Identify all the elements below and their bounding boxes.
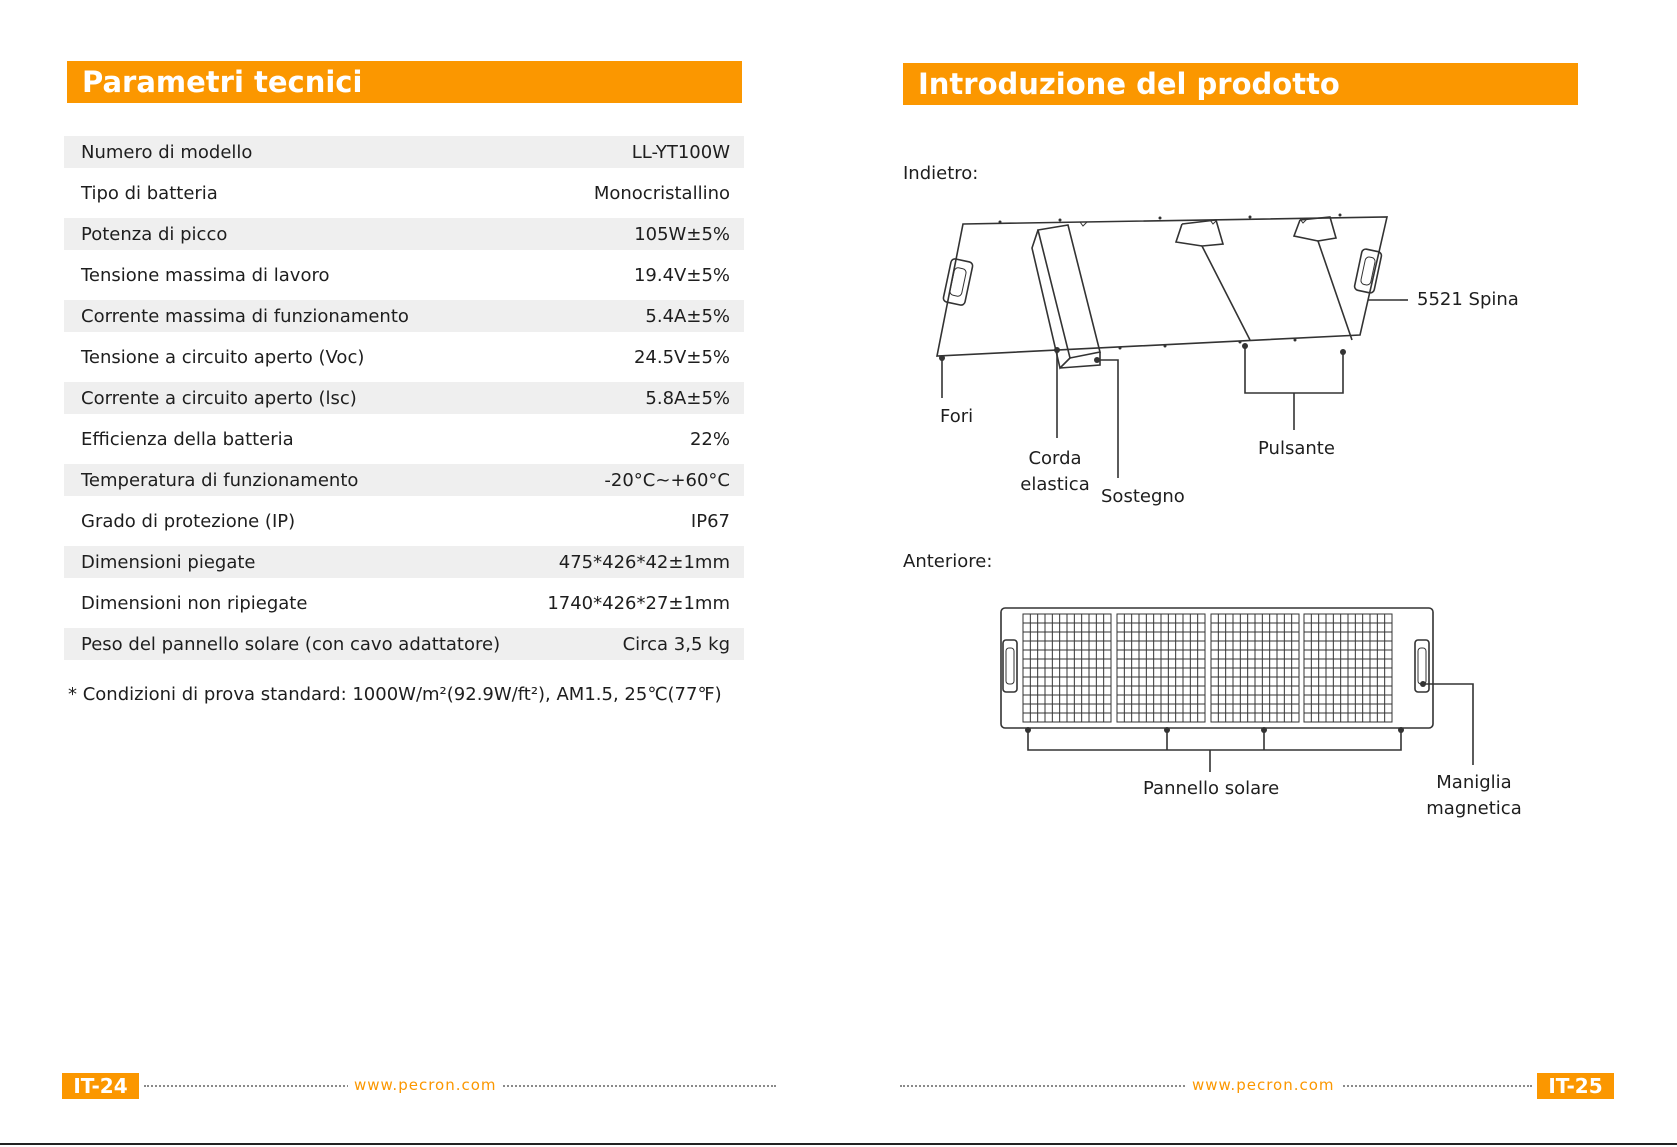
spec-label: Tensione massima di lavoro [64,250,525,300]
spec-value: 19.4V±5% [525,250,744,300]
spec-value: 22% [525,414,744,464]
left-page-title: Parametri tecnici [67,61,742,103]
spec-table-body [64,136,744,660]
table-row [64,136,744,168]
table-row [64,382,744,414]
test-conditions-note: * Condizioni di prova standard: 1000W/m²(92.9W/ft²), AM1.5, 25℃(77℉) [68,684,722,705]
spec-table [64,136,744,660]
spec-value: 5.4A±5% [525,300,744,332]
spec-value: 475*426*42±1mm [525,546,744,578]
table-row [64,250,744,300]
page-number-right: IT-25 [1537,1073,1614,1099]
solar-panel-section [1211,614,1299,722]
label-solar-panel: Pannello solare [1143,778,1280,799]
front-heading: Anteriore: [903,551,993,572]
table-row [64,628,744,660]
label-magnetic-handle-line1: Maniglia [1436,772,1512,793]
spec-value: Monocristallino [525,168,744,218]
table-row [64,414,744,464]
label-elastic-cord [1010,446,1100,498]
spec-label: Potenza di picco [64,218,525,250]
spec-value: 5.8A±5% [525,382,744,414]
spec-label: Numero di modello [64,136,525,168]
spec-value: 24.5V±5% [525,332,744,382]
table-row [64,332,744,382]
page-number-left: IT-24 [62,1073,139,1099]
spec-label: Efficienza della batteria [64,414,525,464]
table-row [64,168,744,218]
spec-label: Temperatura di funzionamento [64,464,525,496]
spec-value: -20°C~+60°C [525,464,744,496]
support-2 [1182,220,1250,340]
back-panel-outline [937,217,1387,356]
back-view-diagram [920,200,1440,510]
back-heading: Indietro: [903,163,979,184]
spec-value: 1740*426*27±1mm [525,578,744,628]
table-row [64,218,744,250]
spec-label: Corrente massima di funzionamento [64,300,525,332]
support-3 [1300,217,1352,340]
right-page-title: Introduzione del prodotto [903,63,1578,105]
spec-label: Grado di protezione (IP) [64,496,525,546]
label-plug: 5521 Spina [1417,289,1519,310]
table-row [64,496,744,546]
spec-label: Dimensioni piegate [64,546,525,578]
label-magnetic-handle-line2: magnetica [1426,798,1522,819]
bottom-rule [0,1143,1677,1145]
table-row [64,464,744,496]
label-button: Pulsante [1258,438,1335,459]
table-row [64,300,744,332]
label-elastic-cord-line2: elastica [1020,474,1090,495]
support-1 [1038,225,1100,358]
solar-cells [1023,614,1392,722]
footer-url-left[interactable]: www.pecron.com [348,1076,503,1094]
solar-panel-section [1304,614,1392,722]
label-holes: Fori [940,406,974,427]
solar-panel-section [1117,614,1205,722]
label-magnetic-handle [1420,770,1528,822]
spec-value: 105W±5% [525,218,744,250]
spec-label: Peso del pannello solare (con cavo adattatore) [64,628,525,660]
spec-value: LL-YT100W [525,136,744,168]
spec-value: IP67 [525,496,744,546]
left-handle [943,258,974,306]
spec-label: Dimensioni non ripiegate [64,578,525,628]
front-view-diagram [995,600,1485,780]
footer-url-right[interactable]: www.pecron.com [1186,1076,1341,1094]
label-elastic-cord-line1: Corda [1028,448,1082,469]
table-row [64,578,744,628]
table-row [64,546,744,578]
label-support: Sostegno [1101,486,1185,507]
spec-label: Tensione a circuito aperto (Voc) [64,332,525,382]
solar-panel-section [1023,614,1111,722]
spec-label: Tipo di batteria [64,168,525,218]
spec-value: Circa 3,5 kg [525,628,744,660]
spec-label: Corrente a circuito aperto (lsc) [64,382,525,414]
